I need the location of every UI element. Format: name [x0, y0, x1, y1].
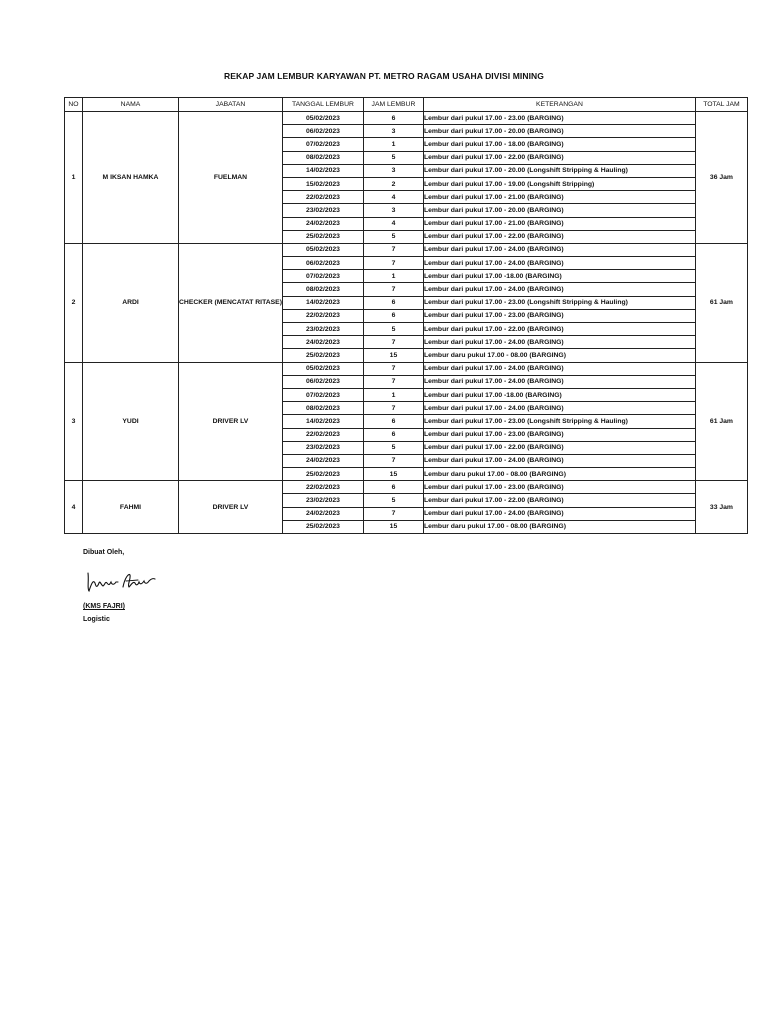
header-tanggal: TANGGAL LEMBUR — [282, 98, 363, 112]
employee-name: FAHMI — [83, 481, 179, 534]
overtime-date: 05/02/2023 — [282, 112, 363, 125]
overtime-date: 05/02/2023 — [282, 362, 363, 375]
overtime-hours: 3 — [363, 164, 423, 177]
overtime-description: Lembur dari pukul 17.00 -18.00 (BARGING) — [423, 270, 695, 283]
employee-total-hours: 36 Jam — [695, 112, 747, 244]
overtime-date: 24/02/2023 — [282, 336, 363, 349]
overtime-date: 22/02/2023 — [282, 481, 363, 494]
document-title: REKAP JAM LEMBUR KARYAWAN PT. METRO RAGAM USAHA DIVISI MINING — [224, 71, 544, 81]
overtime-date: 22/02/2023 — [282, 309, 363, 322]
overtime-description: Lembur dari pukul 17.00 - 22.00 (BARGING) — [423, 151, 695, 164]
overtime-date: 22/02/2023 — [282, 428, 363, 441]
overtime-date: 25/02/2023 — [282, 349, 363, 362]
overtime-table — [64, 97, 748, 534]
overtime-hours: 15 — [363, 468, 423, 481]
overtime-description: Lembur dari pukul 17.00 - 24.00 (BARGING) — [423, 362, 695, 375]
signer-name: (KMS FAJRI) — [83, 603, 125, 610]
overtime-hours: 4 — [363, 191, 423, 204]
employee-total-hours: 33 Jam — [695, 481, 747, 534]
overtime-date: 06/02/2023 — [282, 125, 363, 138]
overtime-date: 14/02/2023 — [282, 296, 363, 309]
overtime-description: Lembur dari pukul 17.00 - 22.00 (BARGING) — [423, 494, 695, 507]
overtime-date: 24/02/2023 — [282, 217, 363, 230]
overtime-description: Lembur dari pukul 17.00 - 23.00 (Longshift Stripping & Hauling) — [423, 415, 695, 428]
overtime-hours: 7 — [363, 362, 423, 375]
header-nama: NAMA — [83, 98, 179, 112]
overtime-date: 06/02/2023 — [282, 375, 363, 388]
overtime-date: 24/02/2023 — [282, 454, 363, 467]
header-jam: JAM LEMBUR — [363, 98, 423, 112]
overtime-date: 08/02/2023 — [282, 151, 363, 164]
overtime-description: Lembur dari pukul 17.00 - 22.00 (BARGING) — [423, 441, 695, 454]
employee-position: DRIVER LV — [179, 481, 283, 534]
overtime-date: 15/02/2023 — [282, 177, 363, 190]
overtime-date: 07/02/2023 — [282, 388, 363, 401]
employee-no: 2 — [65, 243, 83, 362]
employee-no: 3 — [65, 362, 83, 481]
overtime-hours: 7 — [363, 507, 423, 520]
made-by-label: Dibuat Oleh, — [83, 549, 125, 556]
overtime-hours: 6 — [363, 481, 423, 494]
overtime-description: Lembur dari pukul 17.00 - 22.00 (BARGING) — [423, 323, 695, 336]
overtime-hours: 5 — [363, 494, 423, 507]
overtime-hours: 3 — [363, 125, 423, 138]
signer-role: Logistic — [83, 616, 110, 623]
overtime-description: Lembur dari pukul 17.00 -18.00 (BARGING) — [423, 388, 695, 401]
overtime-description: Lembur dari pukul 17.00 - 23.00 (Longshift Stripping & Hauling) — [423, 296, 695, 309]
overtime-hours: 15 — [363, 520, 423, 533]
overtime-hours: 7 — [363, 283, 423, 296]
overtime-hours: 7 — [363, 375, 423, 388]
header-total: TOTAL JAM — [695, 98, 747, 112]
overtime-description: Lembur dari pukul 17.00 - 23.00 (BARGING) — [423, 112, 695, 125]
overtime-description: Lembur dari pukul 17.00 - 20.00 (BARGING) — [423, 204, 695, 217]
overtime-hours: 6 — [363, 296, 423, 309]
employee-total-hours: 61 Jam — [695, 243, 747, 362]
overtime-description: Lembur dari pukul 17.00 - 23.00 (BARGING) — [423, 481, 695, 494]
employee-name: M IKSAN HAMKA — [83, 112, 179, 244]
overtime-description: Lembur dari pukul 17.00 - 24.00 (BARGING) — [423, 336, 695, 349]
table-row — [65, 243, 748, 256]
table-row — [65, 362, 748, 375]
overtime-hours: 3 — [363, 204, 423, 217]
overtime-hours: 1 — [363, 388, 423, 401]
employee-name: ARDI — [83, 243, 179, 362]
overtime-hours: 6 — [363, 415, 423, 428]
overtime-date: 24/02/2023 — [282, 507, 363, 520]
overtime-hours: 5 — [363, 230, 423, 243]
overtime-description: Lembur dari pukul 17.00 - 24.00 (BARGING) — [423, 402, 695, 415]
overtime-description: Lembur dari pukul 17.00 - 23.00 (BARGING) — [423, 428, 695, 441]
overtime-hours: 7 — [363, 454, 423, 467]
overtime-date: 22/02/2023 — [282, 191, 363, 204]
overtime-hours: 7 — [363, 336, 423, 349]
table-header-row — [65, 98, 748, 112]
signature-block — [83, 549, 125, 623]
header-no: NO — [65, 98, 83, 112]
overtime-description: Lembur dari pukul 17.00 - 24.00 (BARGING) — [423, 375, 695, 388]
overtime-hours: 4 — [363, 217, 423, 230]
overtime-description: Lembur dari pukul 17.00 - 18.00 (BARGING) — [423, 138, 695, 151]
overtime-description: Lembur dari pukul 17.00 - 24.00 (BARGING) — [423, 507, 695, 520]
overtime-date: 07/02/2023 — [282, 138, 363, 151]
employee-name: YUDI — [83, 362, 179, 481]
overtime-date: 08/02/2023 — [282, 283, 363, 296]
overtime-hours: 5 — [363, 323, 423, 336]
overtime-date: 23/02/2023 — [282, 494, 363, 507]
overtime-hours: 2 — [363, 177, 423, 190]
overtime-description: Lembur dari pukul 17.00 - 21.00 (BARGING) — [423, 191, 695, 204]
employee-total-hours: 61 Jam — [695, 362, 747, 481]
overtime-description: Lembur dari pukul 17.00 - 20.00 (Longshift Stripping & Hauling) — [423, 164, 695, 177]
overtime-date: 23/02/2023 — [282, 323, 363, 336]
employee-position: CHECKER (MENCATAT RITASE) — [179, 243, 283, 362]
overtime-hours: 1 — [363, 138, 423, 151]
overtime-date: 07/02/2023 — [282, 270, 363, 283]
overtime-date: 06/02/2023 — [282, 257, 363, 270]
overtime-date: 23/02/2023 — [282, 204, 363, 217]
overtime-description: Lembur dari pukul 17.00 - 21.00 (BARGING) — [423, 217, 695, 230]
overtime-description: Lembur dari pukul 17.00 - 24.00 (BARGING) — [423, 454, 695, 467]
overtime-date: 14/02/2023 — [282, 415, 363, 428]
employee-position: FUELMAN — [179, 112, 283, 244]
overtime-hours: 7 — [363, 243, 423, 256]
overtime-description: Lembur dari pukul 17.00 - 23.00 (BARGING) — [423, 309, 695, 322]
overtime-hours: 6 — [363, 309, 423, 322]
overtime-hours: 6 — [363, 112, 423, 125]
overtime-hours: 7 — [363, 257, 423, 270]
overtime-hours: 1 — [363, 270, 423, 283]
overtime-date: 25/02/2023 — [282, 230, 363, 243]
overtime-hours: 6 — [363, 428, 423, 441]
overtime-date: 08/02/2023 — [282, 402, 363, 415]
overtime-date: 25/02/2023 — [282, 468, 363, 481]
employee-no: 4 — [65, 481, 83, 534]
employee-no: 1 — [65, 112, 83, 244]
overtime-hours: 15 — [363, 349, 423, 362]
overtime-description: Lembur dari pukul 17.00 - 24.00 (BARGING) — [423, 257, 695, 270]
overtime-description: Lembur dari pukul 17.00 - 24.00 (BARGING) — [423, 283, 695, 296]
overtime-description: Lembur dari pukul 17.00 - 19.00 (Longshift Stripping) — [423, 177, 695, 190]
table-row — [65, 112, 748, 125]
overtime-date: 14/02/2023 — [282, 164, 363, 177]
overtime-description: Lembur dari pukul 17.00 - 22.00 (BARGING) — [423, 230, 695, 243]
overtime-hours: 5 — [363, 441, 423, 454]
overtime-description: Lembur daru pukul 17.00 - 08.00 (BARGING) — [423, 520, 695, 533]
table-body — [65, 112, 748, 534]
header-keterangan: KETERANGAN — [423, 98, 695, 112]
table-row — [65, 481, 748, 494]
employee-position: DRIVER LV — [179, 362, 283, 481]
overtime-date: 05/02/2023 — [282, 243, 363, 256]
overtime-hours: 7 — [363, 402, 423, 415]
overtime-description: Lembur daru pukul 17.00 - 08.00 (BARGING) — [423, 349, 695, 362]
overtime-description: Lembur dari pukul 17.00 - 24.00 (BARGING) — [423, 243, 695, 256]
overtime-hours: 5 — [363, 151, 423, 164]
overtime-date: 25/02/2023 — [282, 520, 363, 533]
overtime-date: 23/02/2023 — [282, 441, 363, 454]
handwritten-signature — [83, 563, 173, 595]
overtime-description: Lembur daru pukul 17.00 - 08.00 (BARGING) — [423, 468, 695, 481]
overtime-description: Lembur dari pukul 17.00 - 20.00 (BARGING) — [423, 125, 695, 138]
header-jabatan: JABATAN — [179, 98, 283, 112]
